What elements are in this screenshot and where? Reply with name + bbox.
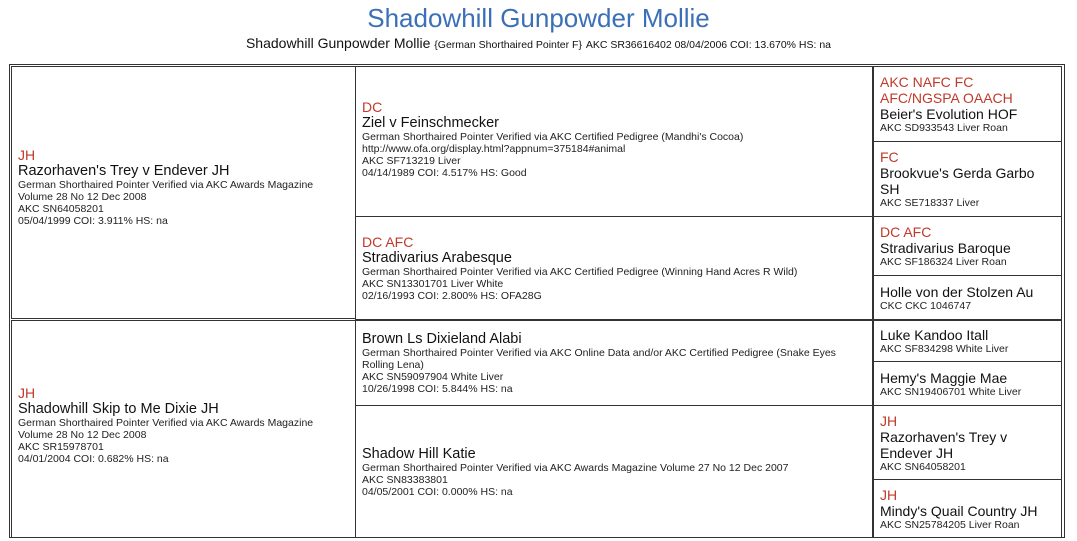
sire-verified: German Shorthaired Pointer Verified via AKC Awards Magazine — [18, 179, 314, 191]
ddd-name[interactable]: Mindy's Quail Country JH — [880, 502, 1038, 519]
dam-sire-verified: German Shorthaired Pointer Verified via AKC Online Data and/or AKC Certified Pedigree (Snake Eyes — [362, 347, 836, 359]
sss-reg: AKC SD933543 Liver Roan — [880, 122, 1008, 134]
dam-box — [11, 320, 356, 538]
sdd-reg: CKC CKC 1046747 — [880, 299, 972, 312]
page-title: Shadowhill Gunpowder Mollie — [367, 3, 710, 33]
sire-box — [11, 66, 356, 319]
sds-name[interactable]: Stradivarius Baroque — [880, 240, 1011, 256]
sss-titles: AKC NAFC FC — [880, 74, 974, 90]
sds-box — [873, 216, 1062, 276]
dam-dam-dob: 04/05/2001 COI: 0.000% HS: na — [362, 486, 513, 498]
dds-name[interactable]: Razorhaven's Trey v — [880, 428, 1008, 445]
sire-dam-box — [355, 216, 873, 320]
dds-titles: JH — [880, 412, 898, 429]
ssd-box — [873, 141, 1062, 217]
dam-verified-2: Volume 28 No 12 Dec 2008 — [18, 429, 147, 441]
ddd-box — [873, 479, 1062, 538]
dam-name[interactable]: Shadowhill Skip to Me Dixie JH — [18, 401, 219, 417]
subject-name: Shadowhill Gunpowder Mollie — [245, 35, 431, 51]
sss-name[interactable]: Beier's Evolution HOF — [880, 106, 1018, 122]
dam-sire-box — [355, 320, 873, 406]
dds-box — [873, 405, 1062, 480]
dss-box — [873, 320, 1062, 362]
sire-dam-dob: 02/16/1993 COI: 2.800% HS: OFA28G — [362, 290, 542, 302]
sire-sire-reg: AKC SF713219 Liver — [362, 155, 461, 167]
ssd-reg: AKC SE718337 Liver — [880, 197, 980, 209]
dam-reg: AKC SR15978701 — [18, 441, 104, 453]
dsd-box — [873, 361, 1062, 406]
dsd-reg: AKC SN19406701 White Liver — [880, 385, 1022, 398]
sdd-name[interactable]: Holle von der Stolzen Au — [880, 283, 1034, 300]
dam-sire-verified-2: Rolling Lena) — [362, 359, 424, 371]
sire-sire-box — [355, 66, 873, 217]
sire-titles: JH — [18, 147, 36, 163]
subject-breed: {German Shorthaired Pointer F} — [434, 39, 582, 51]
dam-sire-name[interactable]: Brown Ls Dixieland Alabi — [362, 331, 522, 347]
dss-name[interactable]: Luke Kandoo Itall — [880, 327, 989, 343]
dam-dam-box — [355, 405, 873, 538]
sire-sire-name[interactable]: Ziel v Feinschmecker — [362, 115, 499, 131]
sds-reg: AKC SF186324 Liver Roan — [880, 256, 1007, 268]
sds-titles: DC AFC — [880, 224, 932, 240]
dam-dam-verified: German Shorthaired Pointer Verified via AKC Awards Magazine Volume 27 No 12 Dec 2007 — [362, 462, 789, 474]
sss-titles-2: AFC/NGSPA OAACH — [880, 90, 1013, 106]
sire-sire-verified: German Shorthaired Pointer Verified via AKC Certified Pedigree (Mandhi's Cocoa) — [362, 131, 744, 143]
ssd-titles: FC — [880, 149, 899, 165]
subject-line — [0, 34, 1077, 54]
ddd-titles: JH — [880, 486, 898, 503]
sire-dam-name[interactable]: Stradivarius Arabesque — [362, 250, 512, 266]
dam-verified: German Shorthaired Pointer Verified via AKC Awards Magazine — [18, 417, 314, 429]
dds-reg: AKC SN64058201 — [880, 460, 966, 473]
sire-sire-url[interactable]: http://www.ofa.org/display.html?appnum=375184#animal — [362, 143, 626, 155]
subject-details: AKC SR36616402 08/04/2006 COI: 13.670% HS: na — [585, 39, 832, 51]
sire-dam-reg: AKC SN13301701 Liver White — [362, 278, 504, 290]
sdd-box — [873, 275, 1062, 320]
sire-sire-dob: 04/14/1989 COI: 4.517% HS: Good — [362, 167, 527, 179]
dam-sire-dob: 10/26/1998 COI: 5.844% HS: na — [362, 383, 513, 395]
sire-dob: 05/04/1999 COI: 3.911% HS: na — [18, 215, 168, 227]
sire-dam-titles: DC AFC — [362, 234, 414, 250]
dsd-name[interactable]: Hemy's Maggie Mae — [880, 369, 1008, 386]
dds-name-2: Endever JH — [880, 444, 954, 461]
sire-reg: AKC SN64058201 — [18, 203, 104, 215]
dam-dam-reg: AKC SN83383801 — [362, 474, 448, 486]
ssd-name-2: SH — [880, 181, 900, 197]
dam-titles: JH — [18, 385, 36, 401]
ddd-reg: AKC SN25784205 Liver Roan — [880, 518, 1020, 531]
dam-dob: 04/01/2004 COI: 0.682% HS: na — [18, 453, 169, 465]
sire-dam-verified: German Shorthaired Pointer Verified via AKC Certified Pedigree (Winning Hand Acres R Wild) — [362, 266, 798, 278]
dam-sire-reg: AKC SN59097904 White Liver — [362, 371, 504, 383]
dss-reg: AKC SF834298 White Liver — [880, 343, 1009, 355]
sss-box — [873, 66, 1062, 142]
sire-name[interactable]: Razorhaven's Trey v Endever JH — [18, 163, 230, 179]
sire-verified-2: Volume 28 No 12 Dec 2008 — [18, 191, 147, 203]
sire-sire-titles: DC — [362, 99, 383, 115]
ssd-name[interactable]: Brookvue's Gerda Garbo — [880, 165, 1035, 181]
dam-dam-name[interactable]: Shadow Hill Katie — [362, 446, 476, 462]
